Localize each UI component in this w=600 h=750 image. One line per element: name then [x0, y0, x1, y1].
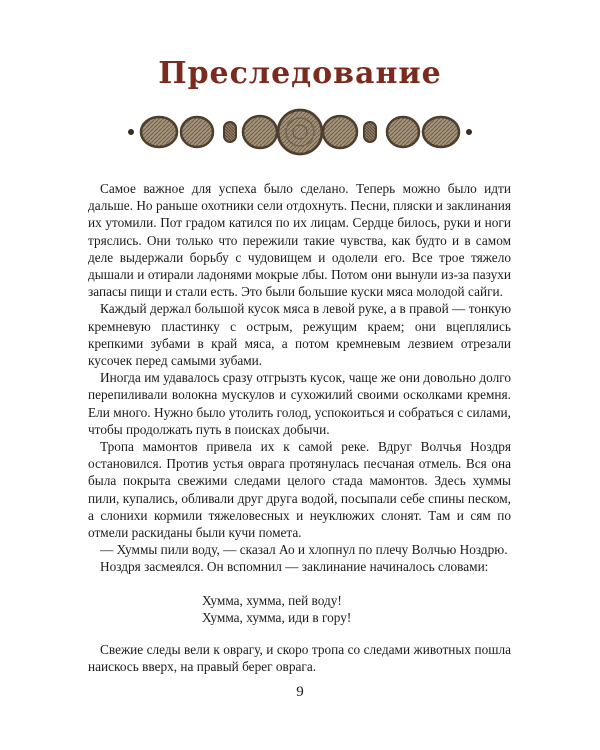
- ornament-stone: [387, 117, 419, 147]
- ornament-stone: [141, 117, 177, 147]
- paragraph: Тропа мамонтов привела их к самой реке. Вдруг Волчья Ноздря остановился. Против устья оврага протянулась песчаная отмель. Вся она была покрыта свежими следами целого стада мамонтов. Здесь хуммы пили, купались, обливали друг друга водой, посыпали себе спины песком, а слонихи кормили тяжеловесных и неуклюжих слонят. Там и сям по отмели раскиданы были кучи помета.: [88, 439, 511, 541]
- ornament-dot: [466, 129, 472, 135]
- verse-line: Хумма, хумма, иди в гору!: [202, 609, 352, 625]
- ornament-divider: [126, 108, 474, 156]
- paragraph: Каждый держал большой кусок мяса в левой руке, а в правой — тонкую кремневую пластинку с острым, режущим краем; они вцеплялись крепкими зубами в край мяса, а потом кремневым лезвием отрезали кусочек перед самыми зубами.: [88, 301, 511, 369]
- verse-line: Хумма, хумма, пей воду!: [202, 592, 342, 608]
- paragraph: Самое важное для успеха было сделано. Теперь можно было идти дальше. Но раньше охотники сели отдохнуть. Песни, пляски и заклинания их утомили. Пот градом катился по их лицам. Сердце билось, руки и ноги тряслись. Они только что пережили такие чувства, как будто и в самом деле выдержали борьбу с чудовищем и одолели его. Все трое тяжело дышали и отирали ладонями мокрые лбы. Потом они вынули из-за пазухи запасы пищи и стали есть. Это были большие куски мяса молодой сайги.: [88, 181, 511, 300]
- paragraph: Иногда им удавалось сразу отгрызть кусок, чаще же они довольно долго перепиливали волокна мускулов и сухожилий своими осколками кремня. Ели много. Нужно было утолить голод, успокоиться и собраться с силами, чтобы продолжать путь в поисках добычи.: [88, 370, 511, 437]
- body-text: [88, 180, 511, 675]
- paragraph: Ноздря засмеялся. Он вспомнил — заклинание начиналось словами:: [100, 559, 489, 575]
- chapter-title: Преследование: [158, 56, 442, 91]
- ornament-bead: [364, 122, 376, 142]
- verse: [202, 592, 511, 626]
- ornament-bead: [224, 122, 236, 142]
- page-number: 9: [296, 684, 304, 700]
- ornament-stone: [423, 117, 459, 147]
- ornament-stone: [181, 117, 213, 147]
- ornament-center-stone: [278, 110, 322, 154]
- paragraph: Свежие следы вели к оврагу, и скоро тропа со следами животных пошла наискось вверх, на правый берег оврага.: [88, 642, 511, 675]
- ornament-stone: [323, 116, 357, 148]
- ornament-stone: [243, 116, 277, 148]
- paragraph: — Хуммы пили воду, — сказал Ао и хлопнул по плечу Волчью Ноздрю.: [100, 542, 508, 558]
- ornament-dot: [128, 129, 134, 135]
